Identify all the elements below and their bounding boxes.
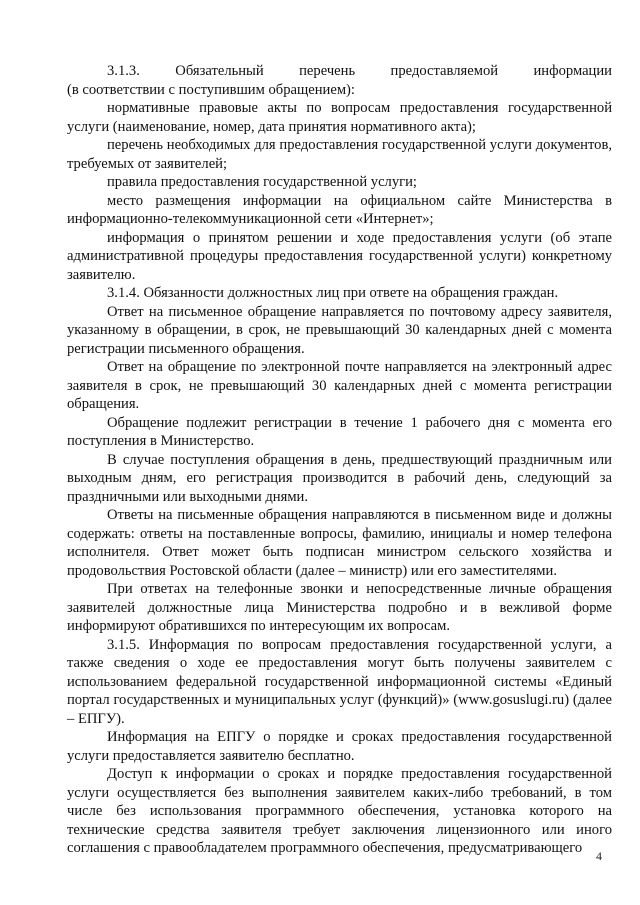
paragraph: Информация на ЕПГУ о порядке и сроках предоставления государственной услуги предоставляется заявителю бесплатно. xyxy=(67,729,612,764)
paragraph: Ответы на письменные обращения направляются в письменном виде и должны содержать: ответы на поставленные вопросы, фамилию, инициалы и номер телефона исполнителя. Ответ может быть подписан министром сельского хозяйства и продовольствия Ростовской области (далее – министр) или его заместителями. xyxy=(67,507,612,579)
heading-word: предоставляемой xyxy=(390,63,499,79)
paragraph: Ответ на письменное обращение направляется по почтовому адресу заявителя, указанному в обращении, в срок, не превышающий 30 календарных дней с момента регистрации письменного обращения. xyxy=(67,303,612,357)
paragraph: В случае поступления обращения в день, предшествующий праздничным или выходным дням, его регистрация производится в рабочий день, следующий за праздничными или выходными днями. xyxy=(67,451,612,505)
paragraph: При ответах на телефонные звонки и непосредственные личные обращения заявителей должностные лица Министерства подробно и в вежливой форме информируют обратившихся по интересующим их вопросам. xyxy=(67,581,612,634)
paragraph-list-item: нормативные правовые акты по вопросам предоставления государственной услуги (наименование, номер, дата принятия нормативного акта); xyxy=(67,100,612,135)
page-number: 4 xyxy=(596,849,602,863)
section-heading-continuation: (в соответствии с поступившим обращением): xyxy=(67,81,355,98)
heading-word: перечень xyxy=(299,63,356,79)
paragraph: Доступ к информации о сроках и порядке предоставления государственной услуги осуществляется без выполнения заявителем каких-либо требований, в том числе без использования программного обеспечения, установка которого на технические средства заявителя требует заключения лицензионного или иного соглашения с правообладателем программного обеспечения, предусматривающего xyxy=(67,766,612,856)
paragraph-list-item: информация о принятом решении и ходе предоставления услуги (об этапе административной процедуры предоставления государственной услуги) конкретному заявителю. xyxy=(67,229,612,283)
paragraph-list-item: правила предоставления государственной услуги; xyxy=(107,174,417,190)
paragraph-list-item: место размещения информации на официальном сайте Министерства в информационно-телекоммуникационной сети «Интернет»; xyxy=(67,192,612,227)
document-page xyxy=(67,62,612,858)
paragraph-list-item: перечень необходимых для предоставления государственной услуги документов, требуемых от заявителей; xyxy=(67,137,612,172)
heading-word: информации xyxy=(533,63,612,79)
section-paragraph-3-1-5: 3.1.5. Информация по вопросам предоставления государственной услуги, а также сведения о ходе ее предоставления могут быть получены заявителем с использованием федеральной государственной информационной системы «Единый портал государственных и муниципальных услуг (функций)» (www.gosuslugi.ru) (далее – ЕПГУ). xyxy=(67,636,612,727)
paragraph: Ответ на обращение по электронной почте направляется на электронный адрес заявителя в срок, не превышающий 30 календарных дней с момента регистрации обращения. xyxy=(67,359,612,412)
heading-word: Обязательный xyxy=(175,63,264,79)
section-heading-3-1-3 xyxy=(67,62,612,81)
paragraph: Обращение подлежит регистрации в течение 1 рабочего дня с момента его поступления в Министерство. xyxy=(67,414,612,449)
section-heading-3-1-4: 3.1.4. Обязанности должностных лиц при ответе на обращения граждан. xyxy=(107,285,559,301)
section-number: 3.1.3. xyxy=(107,63,140,79)
